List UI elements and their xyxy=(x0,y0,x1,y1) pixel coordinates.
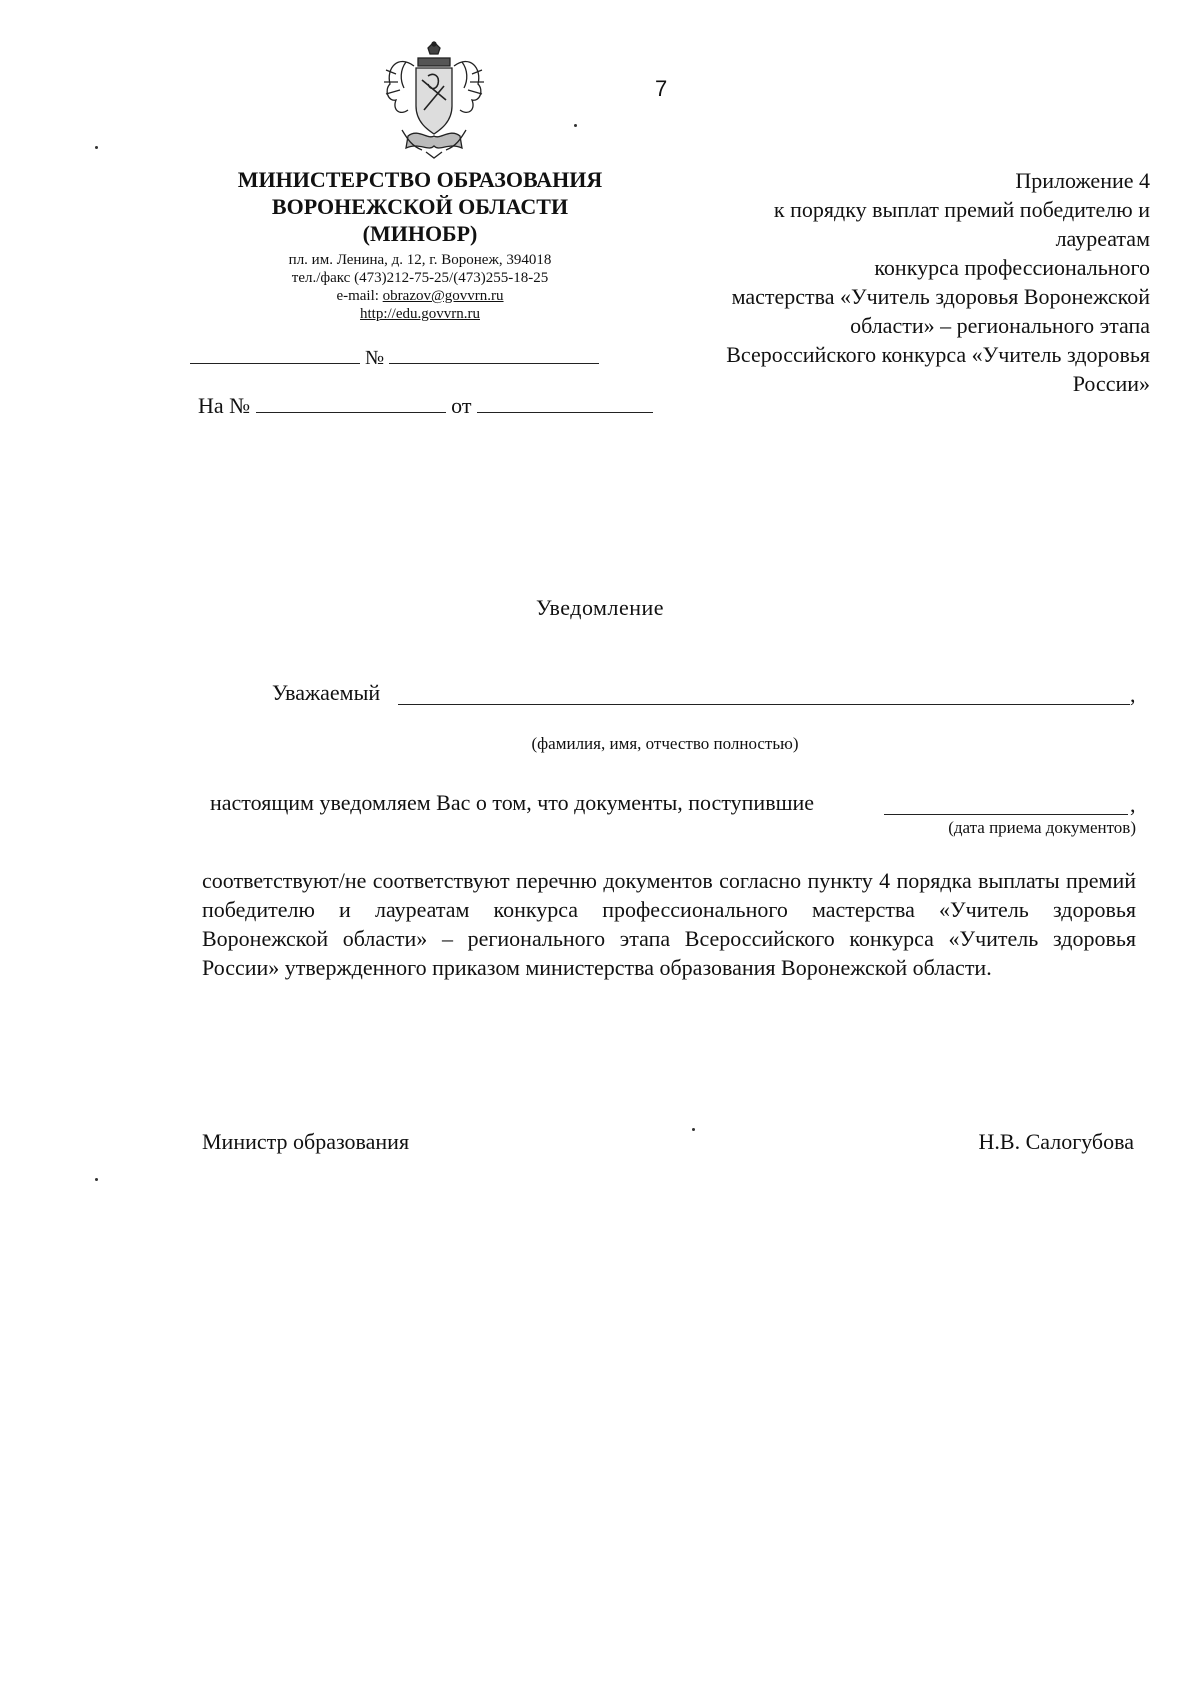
notice-text: настоящим уведомляем Вас о том, что документы, поступившие xyxy=(210,790,815,815)
annex-title: Приложение 4 xyxy=(1015,168,1150,193)
org-name-line: МИНИСТЕРСТВО ОБРАЗОВАНИЯ xyxy=(237,167,603,192)
scan-speck xyxy=(692,1128,695,1131)
annex-line: лауреатам xyxy=(1055,226,1150,251)
email-label: e-mail: xyxy=(336,288,379,304)
scan-speck xyxy=(95,146,98,149)
body-paragraph: соответствуют/не соответствуют перечню документов согласно пункту 4 порядка выплаты премий победителю и лауреатам конкурса профессионального мастерства «Учитель здоровья Воронежской области» – регионального этапа Всероссийского конкурса «Учитель здоровья России» утвержденного приказом министерства образования Воронежской области. xyxy=(202,868,1136,980)
org-name-line: (МИНОБР) xyxy=(362,221,478,246)
ref-number-label: На № xyxy=(198,393,251,418)
org-address: пл. им. Ленина, д. 12, г. Воронеж, 394018 xyxy=(288,252,552,268)
email-link[interactable]: obrazov@govvrn.ru xyxy=(382,288,504,304)
annex-line: области» – регионального этапа xyxy=(850,313,1150,338)
ref-date-blank[interactable] xyxy=(477,394,653,413)
annex-line: мастерства «Учитель здоровья Воронежской xyxy=(731,284,1150,309)
recipient-name-blank[interactable] xyxy=(398,688,1130,705)
salutation: Уважаемый xyxy=(272,680,381,705)
page-number: 7 xyxy=(655,76,668,101)
org-phone: тел./факс (473)212-75-25/(473)255-18-25 xyxy=(291,270,549,286)
salutation-comma: , xyxy=(1130,682,1136,707)
org-email-row xyxy=(230,287,610,305)
signatory-name: Н.В. Салогубова xyxy=(978,1129,1134,1154)
received-date-blank[interactable] xyxy=(884,798,1128,815)
reference-line xyxy=(198,393,668,419)
organization-header xyxy=(230,166,610,323)
reg-number-blank[interactable] xyxy=(389,345,599,364)
from-label: от xyxy=(451,393,472,418)
reg-date-blank[interactable] xyxy=(190,345,360,364)
scan-speck xyxy=(95,1178,98,1181)
annex-line: конкурса профессионального xyxy=(874,255,1150,280)
coat-of-arms-emblem xyxy=(378,40,490,160)
scan-speck xyxy=(574,124,577,127)
document-title: Уведомление xyxy=(535,595,665,620)
registration-number-line xyxy=(190,345,620,370)
date-hint: (дата приема документов) xyxy=(948,818,1136,837)
annex-block xyxy=(650,166,1150,398)
annex-line: России» xyxy=(1072,371,1150,396)
org-name-line: ВОРОНЕЖСКОЙ ОБЛАСТИ xyxy=(271,194,569,219)
notice-comma: , xyxy=(1130,792,1136,817)
annex-line: Всероссийского конкурса «Учитель здоровья xyxy=(726,342,1150,367)
signatory-position: Министр образования xyxy=(202,1129,410,1154)
ref-number-blank[interactable] xyxy=(256,394,446,413)
annex-line: к порядку выплат премий победителю и xyxy=(773,197,1150,222)
number-label: № xyxy=(365,347,385,369)
website-link[interactable]: http://edu.govvrn.ru xyxy=(360,306,480,322)
fio-hint: (фамилия, имя, отчество полностью) xyxy=(531,734,799,753)
